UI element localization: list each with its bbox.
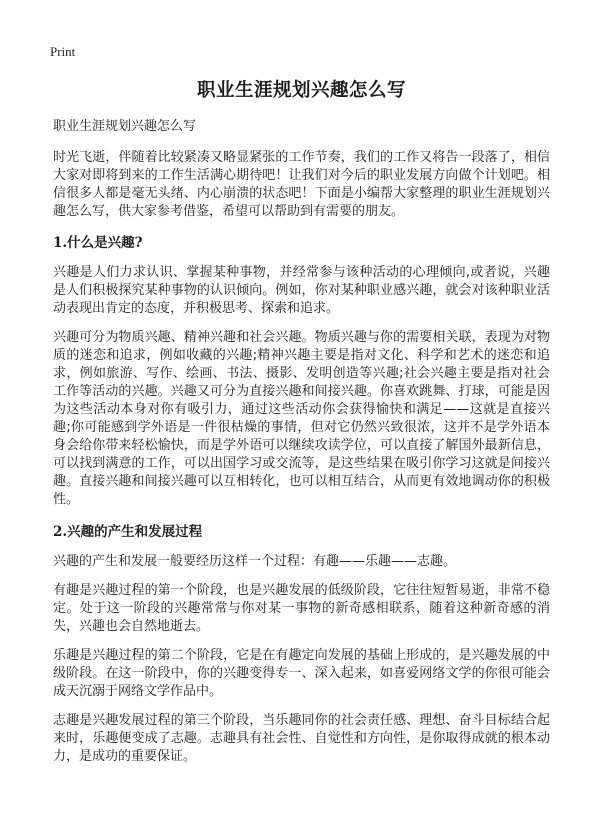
intro-paragraph: 时光飞逝，伴随着比较紧凑又略显紧张的工作节奏，我们的工作又将告一段落了，相信大家对即将到来的工作生活满心期待吧！让我们对今后的职业发展方向做个计划吧。相信很多人都是毫无头绪、内心崩溃的状态吧！下面是小编帮大家整理的职业生涯规划兴趣怎么写，供大家参考借鉴，希望可以帮助到有需要的朋友。 [53, 150, 550, 219]
paragraph: 乐趣是兴趣过程的第二个阶段，它是在有趣定向发展的基础上形成的，是兴趣发展的中级阶段。在这一阶段中，你的兴趣变得专一、深入起来，如喜爱网络文学的你很可能会成天沉溺于网络文学作品中。 [53, 648, 550, 699]
paragraph: 有趣是兴趣过程的第一个阶段，也是兴趣发展的低级阶段，它往往短暂易逝，非常不稳定。处于这一阶段的兴趣常常与你对某一事物的新奇感相联系，随着这种新奇感的消失，兴趣也会自然地逝去。 [53, 583, 550, 634]
section-heading-interest-development: 2.兴趣的产生和发展过程 [53, 524, 203, 540]
article-subtitle: 职业生涯规划兴趣怎么写 [53, 119, 197, 134]
print-link[interactable]: Print [50, 44, 76, 59]
paragraph: 志趣是兴趣发展过程的第三个阶段，当乐趣同你的社会责任感、理想、奋斗目标结合起来时，乐趣便变成了志趣。志趣具有社会性、自觉性和方向性，是你取得成就的根本动力，是成功的重要保证。 [53, 713, 550, 764]
paragraph: 兴趣可分为物质兴趣、精神兴趣和社会兴趣。物质兴趣与你的需要相关联，表现为对物质的迷恋和追求，例如收藏的兴趣;精神兴趣主要是指对文化、科学和艺术的迷恋和追求，例如旅游、写作、绘画、书法、摄影、发明创造等兴趣;社会兴趣主要是指对社会工作等活动的兴趣。兴趣又可分为直接兴趣和间接兴趣。你喜欢跳舞、打球，可能是因为这些活动本身对你有吸引力，通过这些活动你会获得愉快和满足——这就是直接兴趣;你可能感到学外语是一件很枯燥的事情，但对它仍然兴致很浓，这并不是学外语本身会给你带来轻松愉快，而是学外语可以继续攻读学位，可以直接了解国外最新信息，可以找到满意的工作，可以出国学习或交流等，是这些结果在吸引你学习这就是间接兴趣。直接兴趣和间接兴趣可以互相转化，也可以相互结合，从而更有效地调动你的积极性。 [53, 330, 550, 507]
section-heading-what-is-interest: 1.什么是兴趣? [53, 235, 143, 251]
paragraph: 兴趣是人们力求认识、掌握某种事物，并经常参与该种活动的心理倾向,或者说，兴趣是人们积极探究某种事物的认识倾向。例如，你对某种职业感兴趣，就会对该种职业活动表现出肯定的态度，并积极思考、探索和追求。 [53, 265, 550, 316]
page-title: 职业生涯规划兴趣怎么写 [196, 80, 406, 101]
article [53, 78, 550, 766]
paragraph: 兴趣的产生和发展一般要经历这样一个过程：有趣——乐趣——志趣。 [53, 554, 457, 569]
